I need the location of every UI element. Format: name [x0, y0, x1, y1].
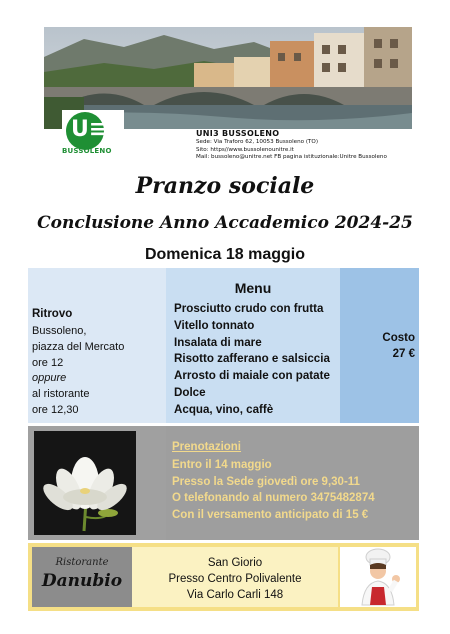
- location-line: San Giorio: [207, 557, 263, 569]
- ritrovo-heading: Ritrovo: [32, 308, 73, 320]
- org-address: Sede: Via Traforo 62, 10053 Bussoleno (TO): [196, 139, 319, 145]
- cost-label: Costo: [382, 332, 415, 344]
- booking-title: Prenotazioni: [172, 441, 242, 453]
- menu-heading: Menu: [234, 280, 272, 296]
- booking-line: Presso la Sede giovedì ore 9,30-11: [172, 475, 360, 488]
- org-mail: Mail: bussoleno@unitre.net FB pagina istituzionale:Unitre Bussoleno: [196, 154, 387, 161]
- org-name: UNI3 BUSSOLENO: [196, 129, 280, 138]
- ritrovo-line: ore 12,30: [32, 403, 79, 416]
- location-details: [132, 555, 338, 603]
- ritrovo-panel: [28, 268, 166, 423]
- restaurant-logo-name: Danubio: [41, 571, 123, 591]
- restaurant-logo-small: Ristorante: [55, 557, 109, 568]
- booking-details: [172, 457, 375, 523]
- logo-caption: BUSSOLENO: [62, 147, 112, 155]
- menu-item: Prosciutto crudo con frutta: [174, 302, 324, 315]
- menu-item: Dolce: [174, 385, 206, 399]
- menu-item: Risotto zafferano e salsiccia: [174, 352, 330, 366]
- menu-panel: [166, 268, 340, 423]
- booking-line: Con il versamento anticipato di 15 €: [172, 508, 369, 521]
- booking-panel: [166, 426, 419, 540]
- ritrovo-line: Bussoleno,: [32, 325, 87, 337]
- location-line: Presso Centro Polivalente: [168, 573, 302, 585]
- booking-line: Entro il 14 maggio: [172, 459, 272, 471]
- event-title: Pranzo sociale: [135, 173, 315, 199]
- ritrovo-line: oppure: [32, 372, 67, 385]
- ritrovo-line: ore 12: [32, 356, 64, 369]
- booking-line: O telefonando al numero 3475482874: [172, 492, 375, 505]
- logo-glyph: U≡: [71, 117, 108, 142]
- location-line: Via Carlo Carli 148: [186, 589, 284, 601]
- ritrovo-line: al ristorante: [32, 388, 90, 401]
- ritrovo-details: [32, 324, 124, 419]
- menu-list: [174, 301, 330, 419]
- location-panel: [132, 547, 338, 607]
- restaurant-logo: [32, 547, 132, 607]
- lotus-flower-image: [34, 431, 136, 535]
- event-date: Domenica 18 maggio: [144, 246, 306, 263]
- menu-item: Acqua, vino, caffè: [174, 402, 274, 416]
- event-subtitle: Conclusione Anno Accademico 2024-25: [37, 213, 413, 233]
- chef-illustration: [340, 547, 416, 607]
- org-site: Sito: https//www.bussolenounitre.it: [196, 146, 294, 153]
- menu-item: Vitello tonnato: [174, 318, 255, 332]
- menu-item: Arrosto di maiale con patate: [174, 369, 330, 383]
- cost-value: 27 €: [392, 348, 415, 360]
- org-info: [196, 129, 436, 162]
- cost-panel: [340, 268, 419, 423]
- ritrovo-line: piazza del Mercato: [32, 340, 125, 353]
- menu-item: Insalata di mare: [174, 335, 262, 349]
